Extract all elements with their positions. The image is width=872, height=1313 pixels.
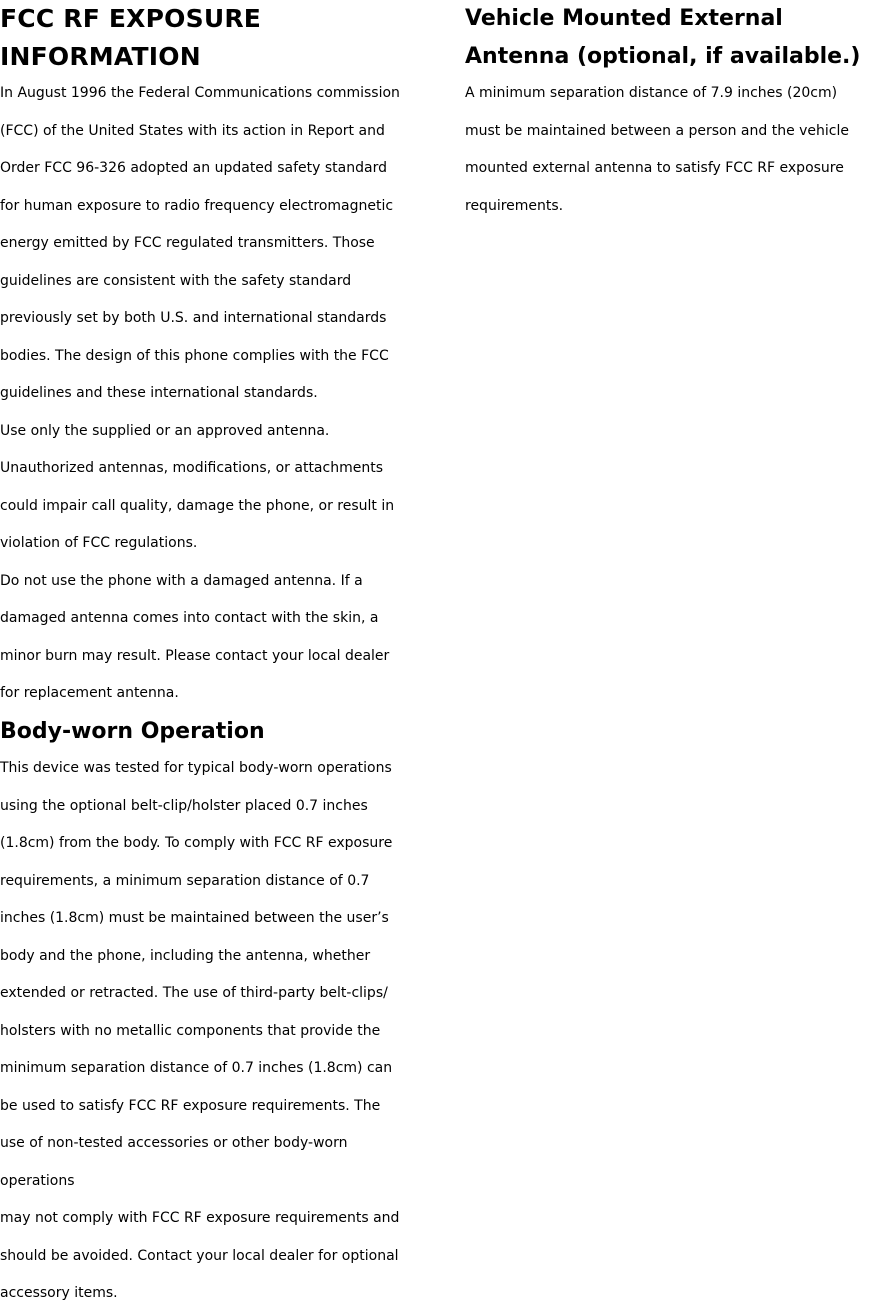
text-line: should be avoided. Contact your local dealer for optional xyxy=(0,1247,399,1264)
text-line: energy emitted by FCC regulated transmitters. Those xyxy=(0,235,375,251)
fcc-intro-text xyxy=(0,75,440,713)
text-line: using the optional belt-clip/holster placed 0.7 inches xyxy=(0,797,368,814)
text-line: violation of FCC regulations. xyxy=(0,535,198,551)
text-line: use of non-tested accessories or other body-worn xyxy=(0,1135,348,1151)
text-line: guidelines are consistent with the safety standard xyxy=(0,272,352,289)
body-worn-operation-heading: Body-worn Operation xyxy=(0,718,265,744)
text-line: minor burn may result. Please contact your local dealer xyxy=(0,647,390,664)
text-line: requirements. xyxy=(465,197,564,214)
text-line: damaged antenna comes into contact with the skin, a xyxy=(0,610,379,626)
text-line: for human exposure to radio frequency electromagnetic xyxy=(0,197,394,214)
text-line: holsters with no metallic components that provide the xyxy=(0,1022,381,1039)
text-line: In August 1996 the Federal Communications commission xyxy=(0,85,400,101)
text-line: may not comply with FCC RF exposure requirements and xyxy=(0,1210,400,1226)
text-line: A minimum separation distance of 7.9 inches (20cm) xyxy=(465,85,838,101)
text-line: (1.8cm) from the body. To comply with FCC RF exposure xyxy=(0,835,393,851)
text-line: for replacement antenna. xyxy=(0,685,179,701)
text-line: (FCC) of the United States with its action in Report and xyxy=(0,122,385,139)
text-line: accessory items. xyxy=(0,1285,118,1301)
vehicle-antenna-text xyxy=(465,75,872,225)
text-line: be used to satisfy FCC RF exposure requirements. The xyxy=(0,1097,381,1114)
text-line: requirements, a minimum separation distance of 0.7 xyxy=(0,872,370,889)
text-line: Order FCC 96-326 adopted an updated safety standard xyxy=(0,160,387,176)
text-line: body and the phone, including the antenna, whether xyxy=(0,947,371,964)
vehicle-antenna-title: Vehicle Mounted External Antenna (optional, if available.) xyxy=(465,6,861,69)
text-line: must be maintained between a person and the vehicle xyxy=(465,122,849,139)
text-line: inches (1.8cm) must be maintained between the user’s xyxy=(0,910,389,926)
text-line: minimum separation distance of 0.7 inches (1.8cm) can xyxy=(0,1060,393,1076)
text-line: operations xyxy=(0,1172,75,1189)
text-line: Unauthorized antennas, modifications, or attachments xyxy=(0,460,383,476)
text-line: bodies. The design of this phone complies with the FCC xyxy=(0,347,389,364)
text-line: previously set by both U.S. and international standards xyxy=(0,310,387,326)
right-column xyxy=(465,0,872,225)
body-worn-text xyxy=(0,750,440,1313)
text-line: This device was tested for typical body-worn operations xyxy=(0,760,392,776)
text-line: extended or retracted. The use of third-party belt-clips/ xyxy=(0,985,388,1001)
text-line: Do not use the phone with a damaged antenna. If a xyxy=(0,572,363,589)
fcc-rf-exposure-title: FCC RF EXPOSURE INFORMATION xyxy=(0,4,262,71)
text-line: Use only the supplied or an approved antenna. xyxy=(0,422,330,439)
text-line: guidelines and these international standards. xyxy=(0,385,318,401)
text-line: could impair call quality, damage the phone, or result in xyxy=(0,497,395,514)
text-line: mounted external antenna to satisfy FCC RF exposure xyxy=(465,160,844,176)
